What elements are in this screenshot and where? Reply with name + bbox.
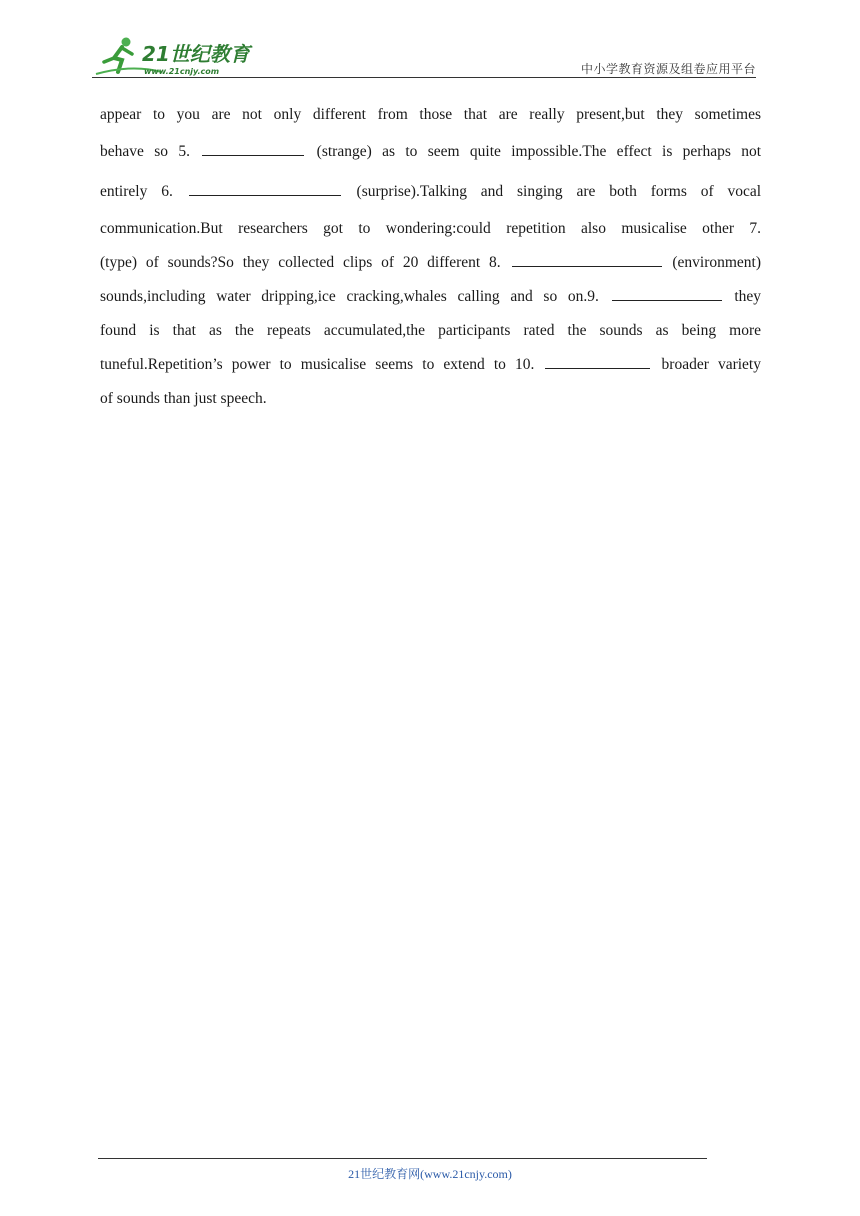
footer-divider — [98, 1158, 707, 1159]
logo-text: 21世纪教育 — [142, 42, 250, 66]
logo-url: www.21cnjy.com — [144, 67, 220, 76]
header-divider — [92, 77, 756, 78]
answer-blank-10[interactable] — [545, 354, 650, 369]
answer-blank-9[interactable] — [612, 286, 722, 301]
footer-text: 21世纪教育网(www.21cnjy.com) — [348, 1167, 512, 1181]
passage — [100, 98, 761, 416]
passage-text: sounds,including water dripping,ice cracking,whales calling and so on.9. — [100, 288, 599, 305]
passage-text: found is that as the repeats accumulated,the participants rated the sounds as being more — [100, 322, 761, 339]
passage-line — [100, 98, 761, 132]
passage-text: tuneful.Repetition’s power to musicalise seems to extend to 10. — [100, 356, 535, 373]
passage-text: broader variety — [661, 356, 761, 373]
passage-line — [100, 348, 761, 382]
passage-line — [100, 132, 761, 172]
passage-line — [100, 172, 761, 212]
answer-blank-5[interactable] — [202, 141, 304, 156]
header-platform-text: 中小学教育资源及组卷应用平台 — [580, 62, 756, 76]
passage-line — [100, 280, 761, 314]
passage-line — [100, 314, 761, 348]
passage-line — [100, 212, 761, 246]
passage-line — [100, 382, 761, 416]
passage-text: appear to you are not only different from those that are really present,but they sometimes — [100, 106, 761, 123]
passage-text: (type) of sounds?So they collected clips of 20 different 8. — [100, 254, 501, 271]
passage-text: entirely 6. — [100, 183, 173, 200]
answer-blank-8[interactable] — [512, 252, 662, 267]
passage-text: behave so 5. — [100, 143, 190, 160]
passage-text: (strange) as to seem quite impossible.The effect is perhaps not — [316, 143, 762, 160]
passage-text: (environment) — [672, 254, 762, 271]
passage-text: they — [734, 288, 761, 305]
passage-text: (surprise).Talking and singing are both forms of vocal — [356, 183, 762, 200]
passage-line — [100, 246, 761, 280]
answer-blank-6[interactable] — [189, 181, 341, 196]
passage-text: of sounds than just speech. — [100, 390, 267, 407]
passage-text: communication.But researchers got to wondering:could repetition also musicalise other 7. — [100, 220, 761, 237]
logo — [92, 34, 262, 78]
